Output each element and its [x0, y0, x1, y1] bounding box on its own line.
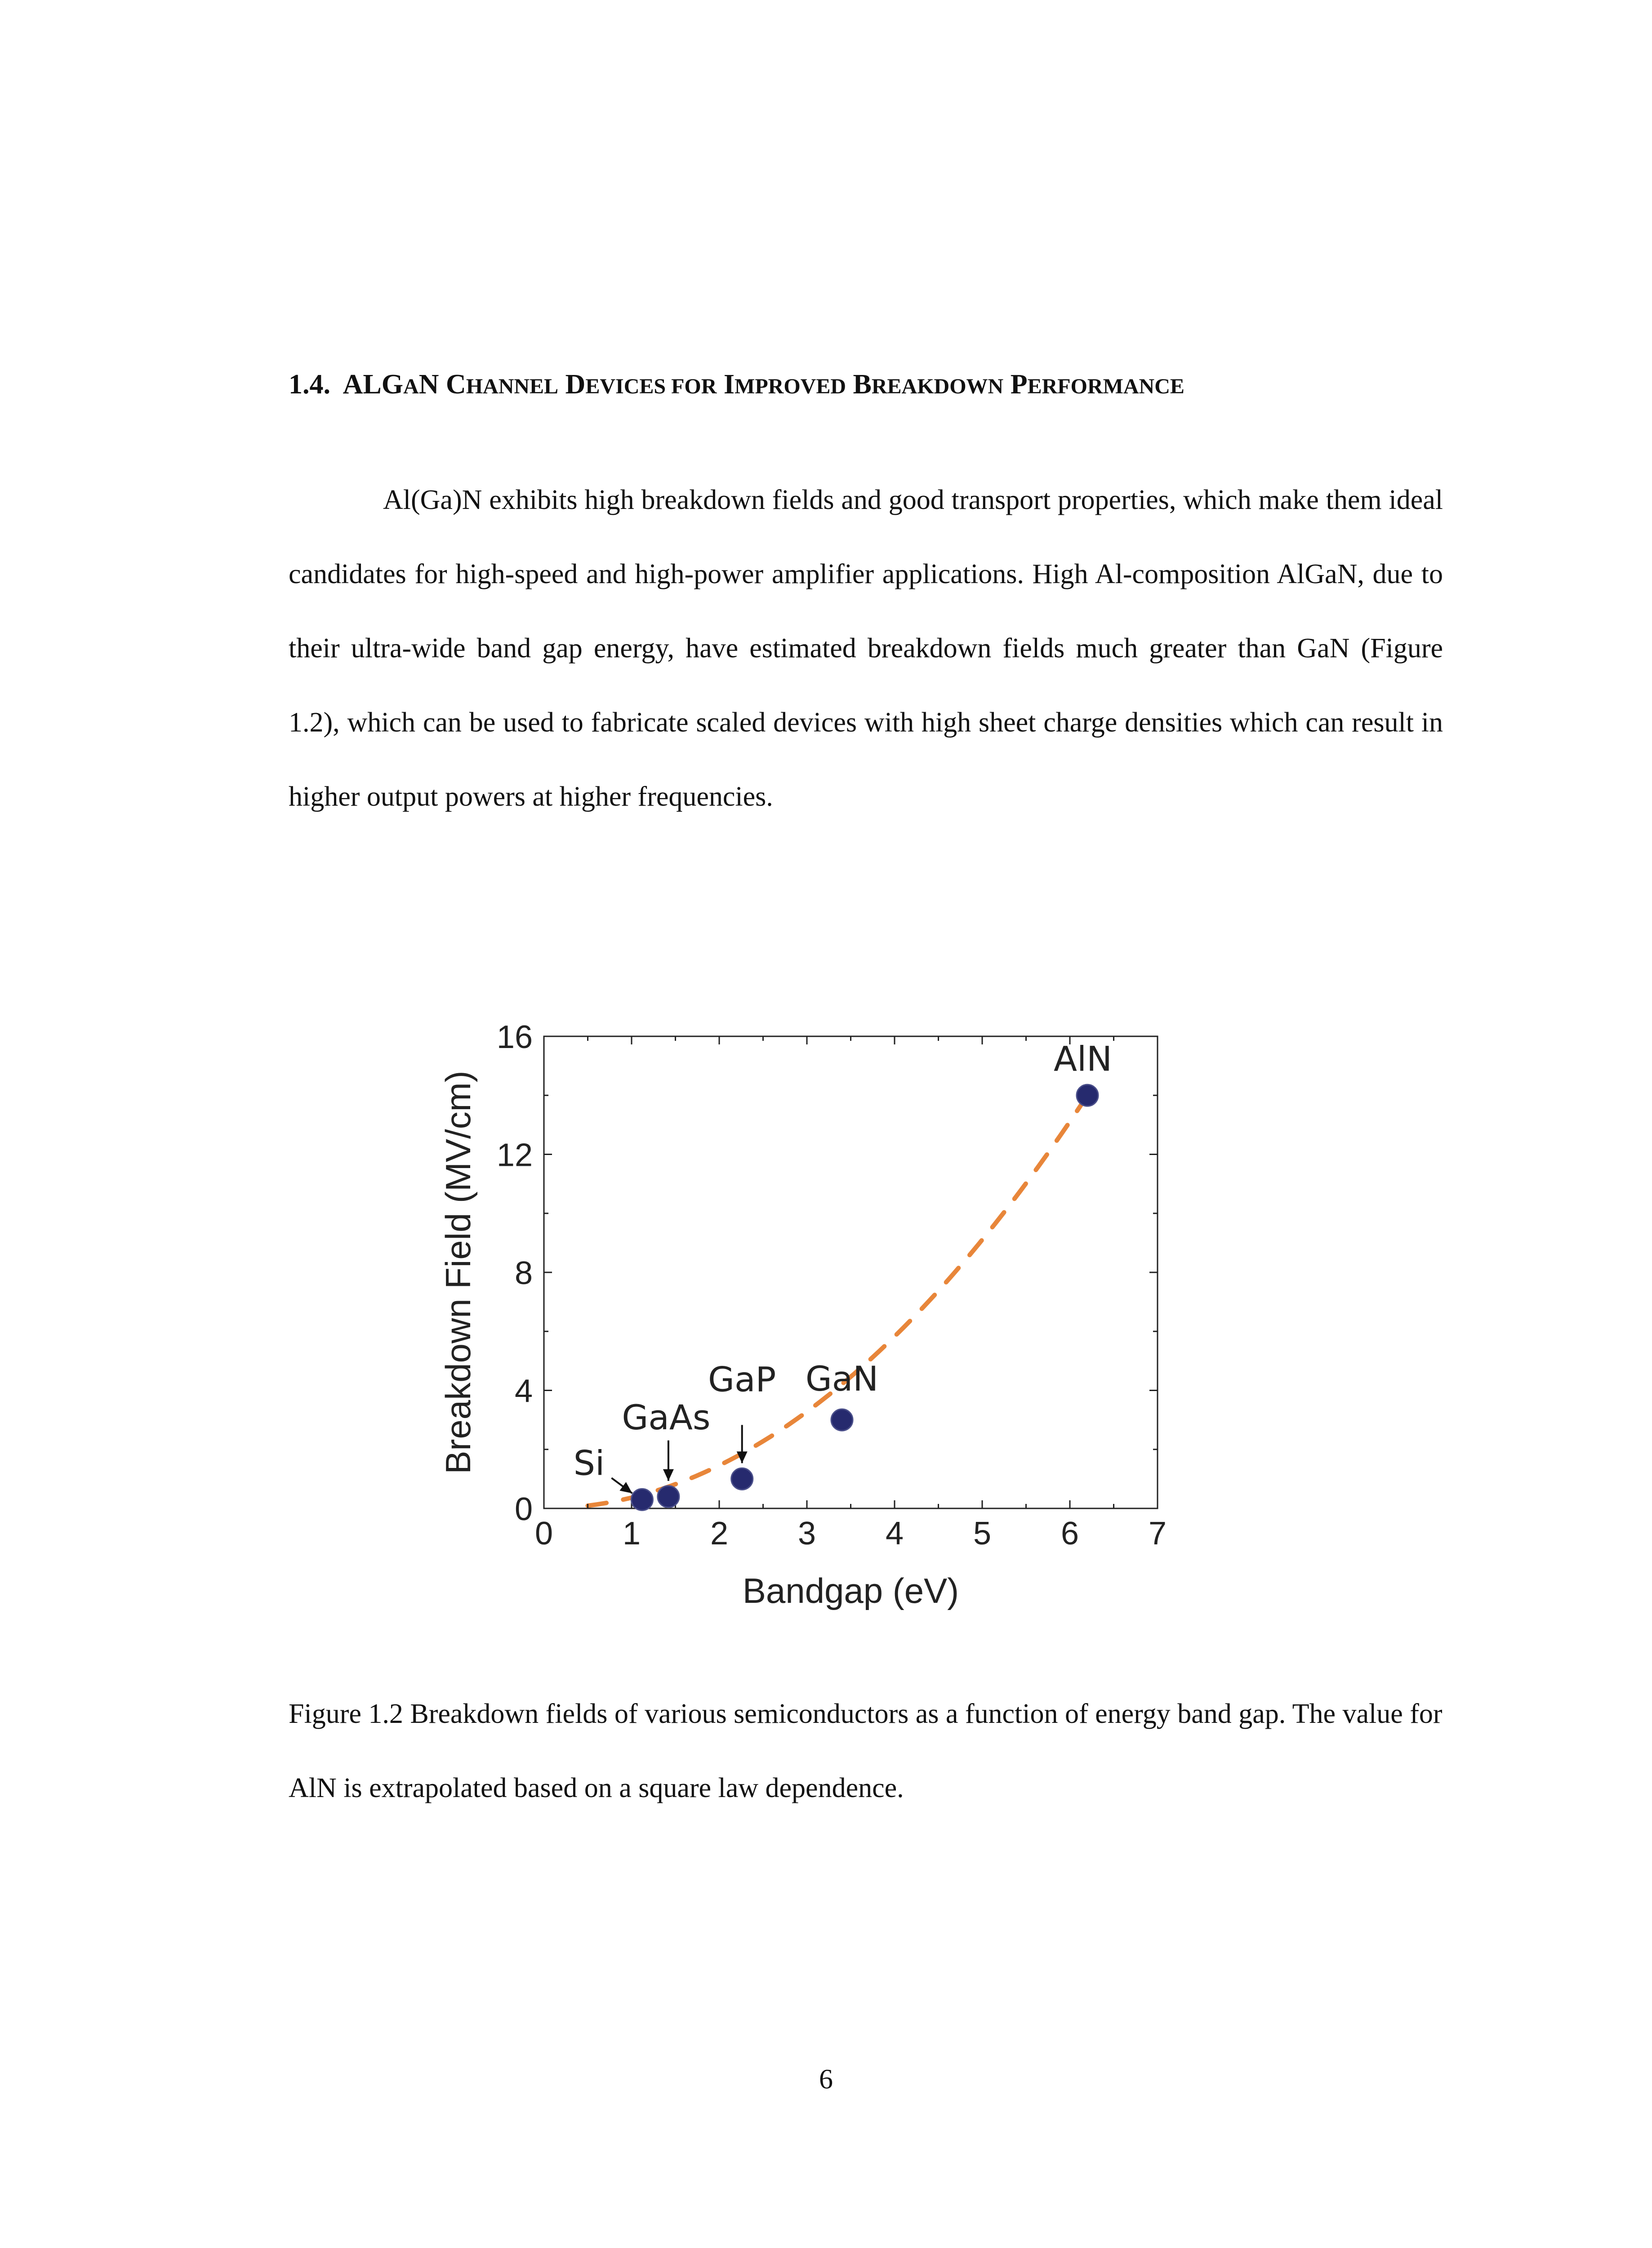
section-title: [343, 369, 1184, 400]
body-paragraph: Al(Ga)N exhibits high breakdown fields and good transport properties, which make them ideal candidates for high-speed and high-power amplifier applications. High Al-composition AlGaN, due to their ultra-wide band gap energy, have estimated breakdown fields much greater than GaN (Figure 1.2), which can be used to fabricate scaled devices with high sheet charge densities which can result in higher output powers at higher frequencies.: [289, 485, 1443, 812]
point-label: GaP: [708, 1359, 776, 1400]
y-tick-label: 12: [496, 1137, 533, 1173]
y-tick-label: 16: [496, 1019, 533, 1055]
data-point: [658, 1486, 679, 1508]
title-part: A: [403, 375, 419, 398]
point-label: GaAs: [622, 1397, 711, 1437]
y-tick-label: 4: [514, 1373, 533, 1409]
y-tick-label: 8: [514, 1255, 533, 1291]
title-part: B: [846, 369, 872, 400]
point-label: AlN: [1054, 1039, 1112, 1079]
title-part: REAKDOWN: [871, 375, 1004, 398]
data-point: [631, 1489, 653, 1510]
y-tick-label: 0: [514, 1491, 533, 1527]
y-axis-label: Breakdown Field (MV/cm): [438, 1070, 478, 1474]
data-point: [1077, 1084, 1098, 1106]
x-tick-label: 4: [885, 1516, 904, 1552]
data-point: [731, 1468, 753, 1490]
plot-frame: [544, 1036, 1158, 1508]
point-label: Si: [573, 1443, 605, 1483]
title-part: I: [717, 369, 735, 400]
title-part: D: [558, 369, 586, 400]
title-part: HANNEL: [466, 375, 559, 398]
title-part: ERFORMANCE: [1027, 375, 1184, 398]
x-axis-label: Bandgap (eV): [742, 1571, 959, 1610]
fit-curve: [588, 1095, 1088, 1506]
x-tick-label: 5: [973, 1516, 992, 1552]
section-heading: [289, 369, 1502, 401]
figure-caption: Figure 1.2 Breakdown fields of various semiconductors as a function of energy band gap. The value for AlN is extrapolated based on a square law dependence.: [289, 1699, 1443, 1803]
label-arrow-head: [663, 1469, 674, 1481]
x-tick-label: 2: [710, 1516, 729, 1552]
title-part: MPROVED: [735, 375, 846, 398]
x-tick-label: 1: [622, 1516, 641, 1552]
title-part: EVICES FOR: [585, 375, 717, 398]
title-part: N C: [419, 369, 466, 400]
point-label: GaN: [805, 1359, 879, 1399]
title-part: ALG: [343, 369, 403, 400]
x-tick-label: 3: [797, 1516, 816, 1552]
x-tick-label: 6: [1060, 1516, 1079, 1552]
title-part: P: [1003, 369, 1028, 400]
x-tick-label: 0: [534, 1516, 553, 1552]
x-tick-label: 7: [1148, 1516, 1167, 1552]
label-arrow-head: [619, 1482, 632, 1493]
breakdown-field-chart: [423, 1003, 1209, 1632]
data-point: [831, 1409, 853, 1431]
chart-svg: [423, 1003, 1209, 1632]
section-number: 1.4.: [289, 369, 330, 400]
page-number: 6: [819, 2064, 833, 2095]
